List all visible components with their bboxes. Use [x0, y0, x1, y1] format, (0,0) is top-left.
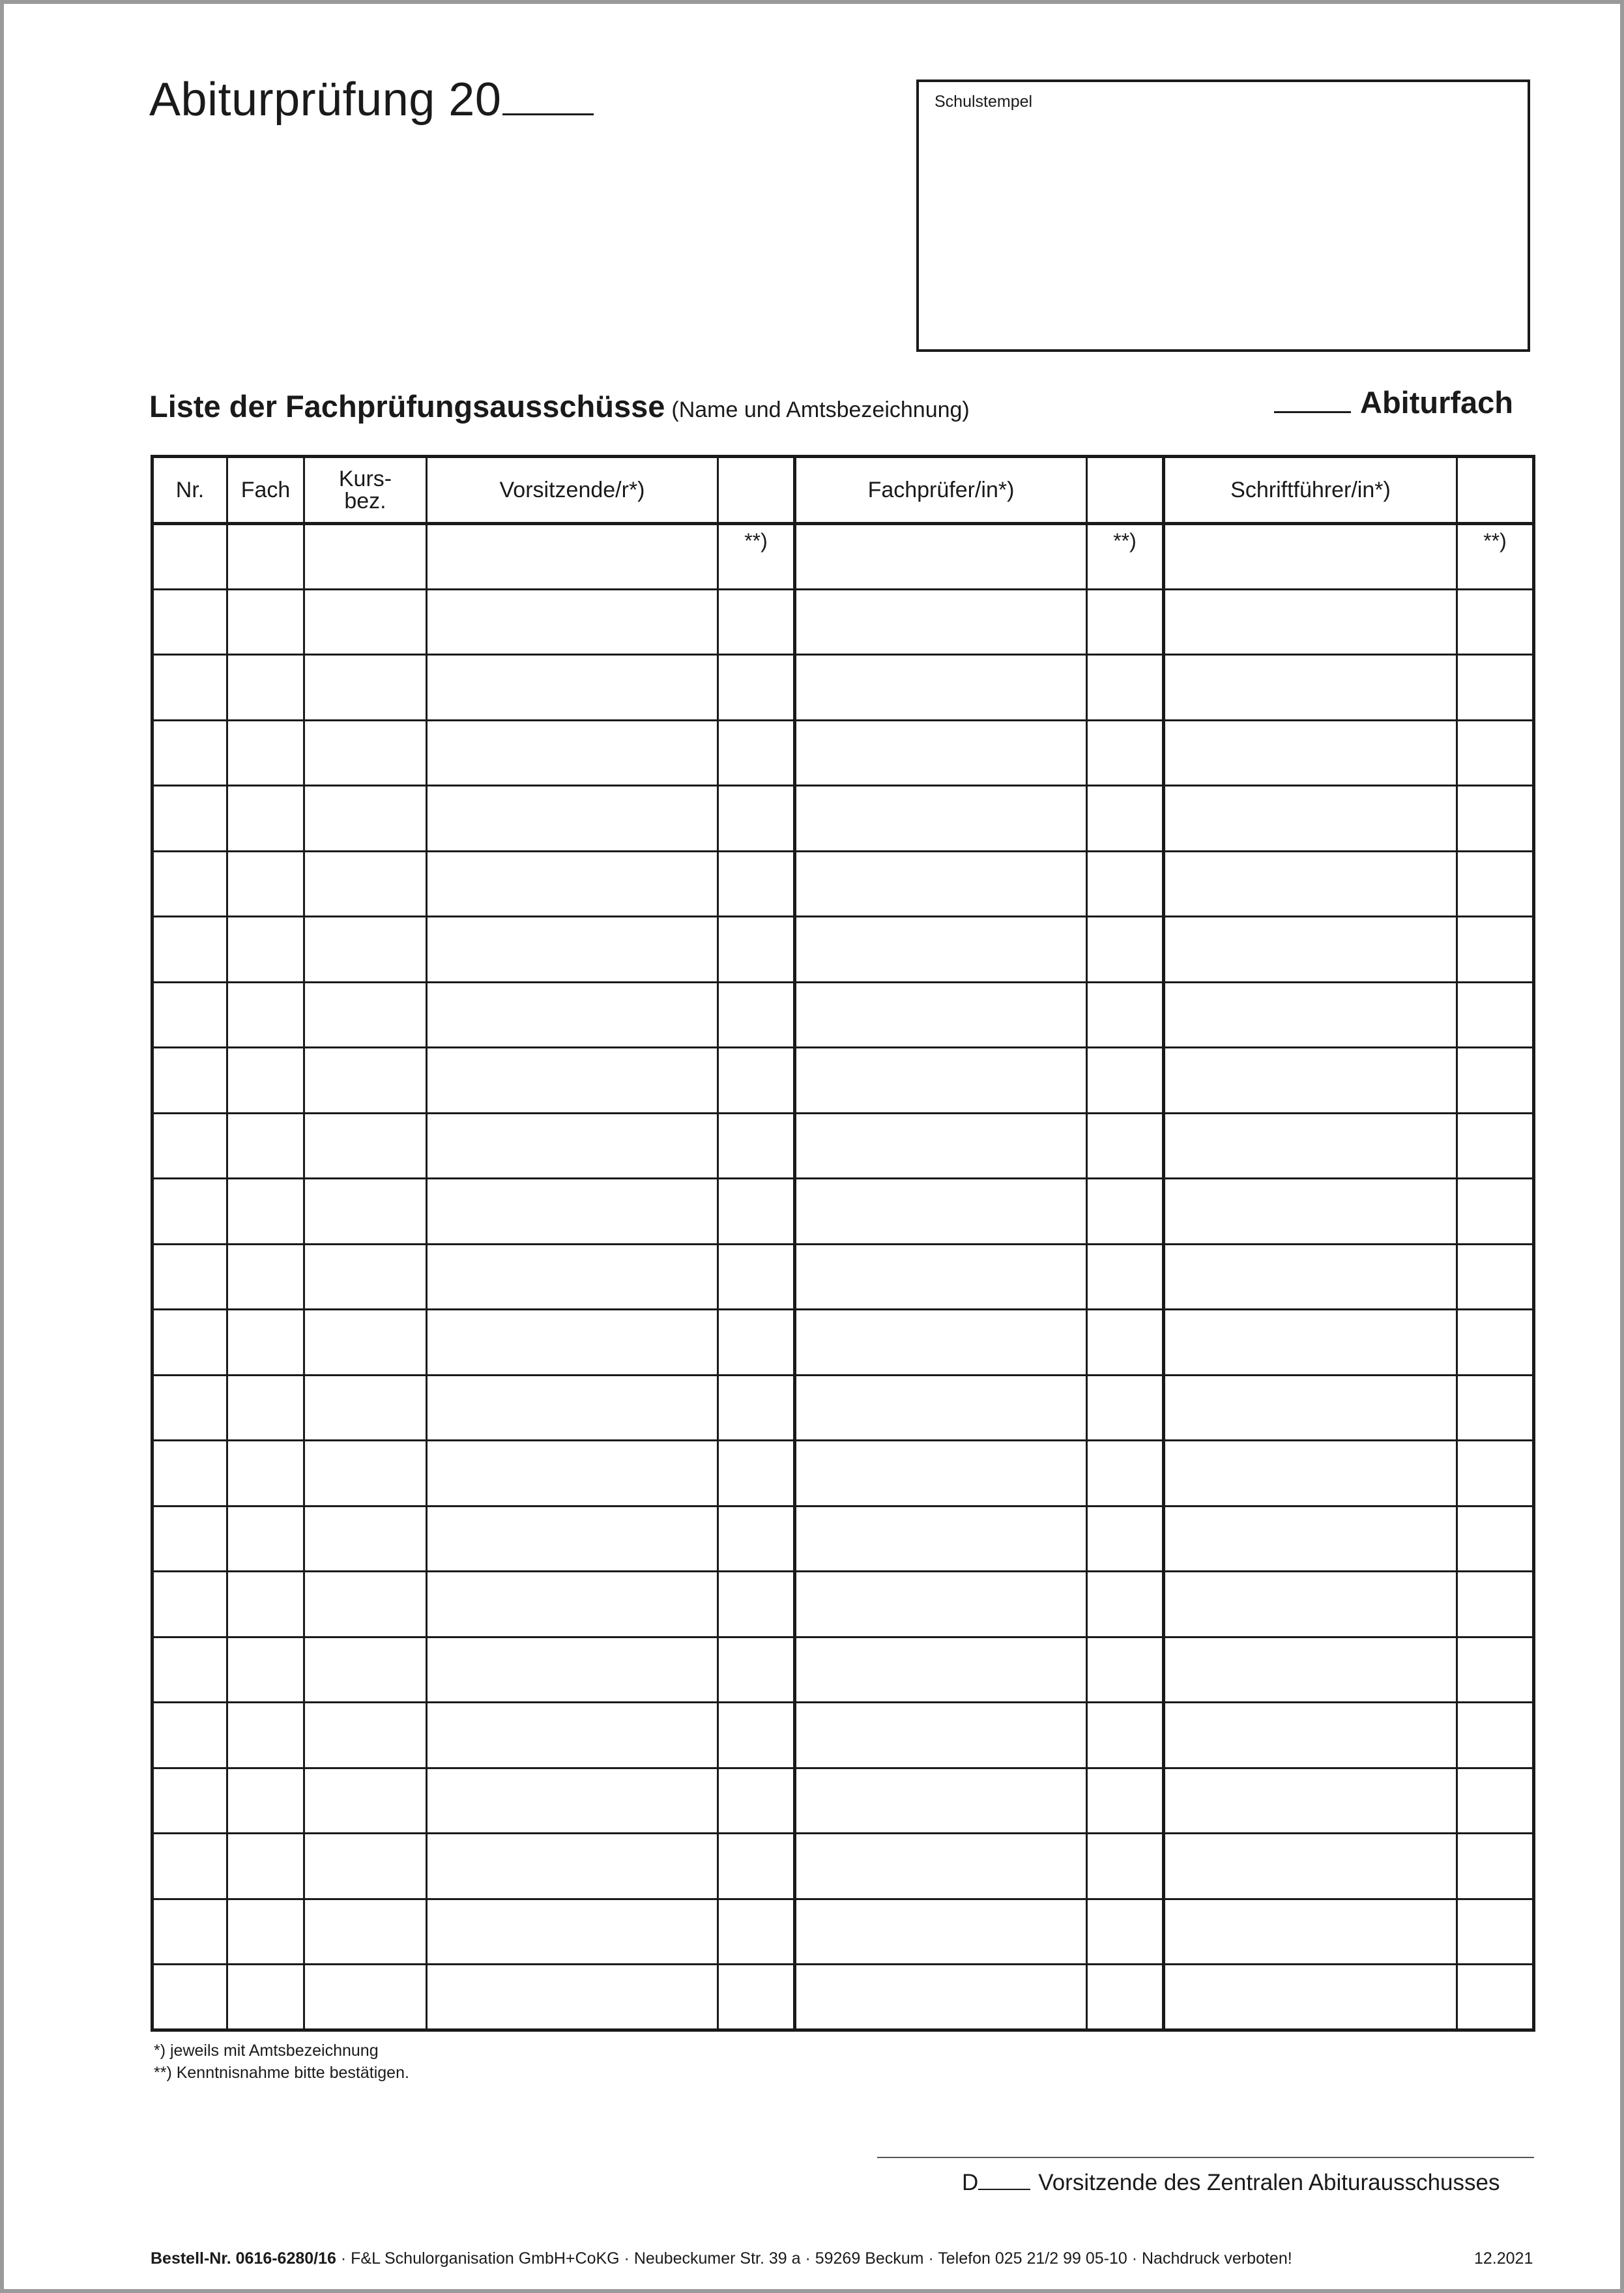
vorsitz-cell[interactable] — [427, 655, 718, 721]
nr-cell[interactable] — [152, 1834, 227, 1899]
list-heading-main: Liste der Fachprüfungsausschüsse — [149, 389, 665, 424]
kurs-cell[interactable] — [304, 1048, 427, 1114]
header-kurs — [304, 457, 427, 524]
fachpruefer-confirm-cell[interactable] — [1087, 1375, 1164, 1441]
signature-label: Vorsitzende des Zentralen Abiturausschusses — [1038, 2170, 1500, 2195]
fachpruefer-confirm-cell[interactable] — [1087, 917, 1164, 983]
fach-cell[interactable] — [227, 655, 304, 721]
fachpruefer-cell[interactable] — [795, 1113, 1087, 1179]
signature-line — [877, 2157, 1534, 2158]
fachpruefer-confirm-cell[interactable] — [1087, 1441, 1164, 1507]
vorsitz-confirm-cell[interactable] — [718, 589, 795, 655]
committee-table — [151, 455, 1535, 2032]
footer-order-no: Bestell-Nr. 0616-6280/16 — [151, 2249, 336, 2268]
table-row — [152, 1768, 1534, 1834]
nr-cell[interactable] — [152, 917, 227, 983]
fachpruefer-confirm-cell[interactable] — [1087, 1703, 1164, 1768]
table-row — [152, 1572, 1534, 1637]
fachpruefer-confirm-cell[interactable] — [1087, 982, 1164, 1048]
list-heading — [149, 388, 970, 424]
table-row — [152, 786, 1534, 852]
schriftfuehrer-cell[interactable] — [1164, 655, 1457, 721]
nr-cell[interactable] — [152, 1899, 227, 1965]
signature-caption — [962, 2170, 1500, 2196]
kurs-cell[interactable] — [304, 1375, 427, 1441]
vorsitz-cell[interactable] — [427, 1375, 718, 1441]
vorsitz-cell[interactable] — [427, 1244, 718, 1310]
schriftfuehrer-confirm-cell[interactable] — [1457, 851, 1534, 917]
kurs-cell[interactable] — [304, 589, 427, 655]
vorsitz-cell[interactable] — [427, 982, 718, 1048]
vorsitz-confirm-cell[interactable] — [718, 917, 795, 983]
fach-cell[interactable] — [227, 1572, 304, 1637]
fachpruefer-confirm-cell[interactable] — [1087, 1834, 1164, 1899]
vorsitz-cell[interactable] — [427, 1834, 718, 1899]
table-row — [152, 524, 1534, 590]
schriftfuehrer-cell[interactable] — [1164, 982, 1457, 1048]
schriftfuehrer-confirm-cell[interactable] — [1457, 1048, 1534, 1114]
fachpruefer-confirm-cell[interactable] — [1087, 1048, 1164, 1114]
fachpruefer-cell[interactable] — [795, 1965, 1087, 2030]
fach-cell[interactable] — [227, 1703, 304, 1768]
header-schriftfuehrer: Schriftführer/in*) — [1164, 457, 1457, 524]
schriftfuehrer-confirm-cell[interactable] — [1457, 982, 1534, 1048]
schriftfuehrer-cell[interactable] — [1164, 1703, 1457, 1768]
schriftfuehrer-confirm-cell[interactable] — [1457, 1703, 1534, 1768]
fach-cell[interactable] — [227, 851, 304, 917]
footer-date: 12.2021 — [1474, 2249, 1533, 2268]
schriftfuehrer-cell[interactable] — [1164, 1310, 1457, 1376]
fachpruefer-confirm-cell[interactable] — [1087, 786, 1164, 852]
vorsitz-cell[interactable] — [427, 1768, 718, 1834]
footnote-1: *) jeweils mit Amtsbezeichnung — [154, 2041, 379, 2060]
schriftfuehrer-confirm-cell[interactable] — [1457, 1899, 1534, 1965]
kurs-cell[interactable] — [304, 786, 427, 852]
kurs-cell[interactable] — [304, 1179, 427, 1245]
header-fach: Fach — [227, 457, 304, 524]
kurs-cell[interactable] — [304, 1506, 427, 1572]
fachpruefer-cell[interactable] — [795, 1310, 1087, 1376]
fachpruefer-cell[interactable] — [795, 1506, 1087, 1572]
fachpruefer-cell[interactable] — [795, 589, 1087, 655]
fach-cell[interactable] — [227, 1048, 304, 1114]
schriftfuehrer-confirm-cell[interactable] — [1457, 1113, 1534, 1179]
schriftfuehrer-confirm-cell[interactable] — [1457, 1506, 1534, 1572]
schriftfuehrer-confirm-cell[interactable] — [1457, 720, 1534, 786]
nr-cell[interactable] — [152, 1506, 227, 1572]
vorsitz-confirm-cell[interactable] — [718, 1441, 795, 1507]
kurs-cell[interactable] — [304, 1441, 427, 1507]
fach-cell[interactable] — [227, 1965, 304, 2030]
schriftfuehrer-confirm-cell[interactable] — [1457, 1768, 1534, 1834]
vorsitz-cell[interactable] — [427, 1572, 718, 1637]
kurs-cell[interactable] — [304, 655, 427, 721]
table-row — [152, 1048, 1534, 1114]
schriftfuehrer-confirm-cell[interactable] — [1457, 1310, 1534, 1376]
schriftfuehrer-cell[interactable] — [1164, 1506, 1457, 1572]
abiturfach-heading — [1274, 384, 1513, 420]
nr-cell[interactable] — [152, 1113, 227, 1179]
fach-cell[interactable] — [227, 917, 304, 983]
table-row — [152, 1834, 1534, 1899]
abiturfach-blank — [1274, 402, 1351, 413]
kurs-cell[interactable] — [304, 1572, 427, 1637]
table-row — [152, 1441, 1534, 1507]
fach-cell[interactable] — [227, 786, 304, 852]
nr-cell[interactable] — [152, 1375, 227, 1441]
vorsitz-confirm-cell[interactable] — [718, 982, 795, 1048]
table-row — [152, 1310, 1534, 1376]
abiturfach-label: Abiturfach — [1360, 385, 1513, 420]
table-row — [152, 1113, 1534, 1179]
vorsitz-confirm-cell[interactable] — [718, 655, 795, 721]
schriftfuehrer-cell[interactable] — [1164, 1179, 1457, 1245]
table-row — [152, 851, 1534, 917]
vorsitz-cell[interactable] — [427, 1637, 718, 1703]
vorsitz-cell[interactable] — [427, 1506, 718, 1572]
header-kurs-line2: bez. — [344, 489, 386, 513]
kurs-cell[interactable] — [304, 1965, 427, 2030]
fach-cell[interactable] — [227, 524, 304, 590]
footnotes — [154, 2040, 409, 2084]
table-row — [152, 1375, 1534, 1441]
fachpruefer-cell[interactable] — [795, 1179, 1087, 1245]
footnote-2: **) Kenntnisnahme bitte bestätigen. — [154, 2064, 409, 2082]
nr-cell[interactable] — [152, 851, 227, 917]
nr-cell[interactable] — [152, 720, 227, 786]
kurs-cell[interactable] — [304, 524, 427, 590]
vorsitz-cell[interactable] — [427, 1441, 718, 1507]
fachpruefer-cell[interactable] — [795, 1441, 1087, 1507]
fach-cell[interactable] — [227, 1441, 304, 1507]
nr-cell[interactable] — [152, 1703, 227, 1768]
schriftfuehrer-cell[interactable] — [1164, 1572, 1457, 1637]
vorsitz-cell[interactable] — [427, 917, 718, 983]
fachpruefer-cell[interactable] — [795, 1899, 1087, 1965]
schriftfuehrer-cell[interactable] — [1164, 851, 1457, 917]
nr-cell[interactable] — [152, 982, 227, 1048]
vorsitz-confirm-cell[interactable] — [718, 1113, 795, 1179]
vorsitz-confirm-cell[interactable] — [718, 786, 795, 852]
schriftfuehrer-confirm-cell[interactable] — [1457, 1179, 1534, 1245]
vorsitz-confirm-cell[interactable] — [718, 1179, 795, 1245]
fachpruefer-confirm-cell[interactable] — [1087, 1244, 1164, 1310]
vorsitz-cell[interactable] — [427, 1899, 718, 1965]
vorsitz-cell[interactable] — [427, 1048, 718, 1114]
table-row — [152, 1899, 1534, 1965]
fachpruefer-confirm-cell[interactable] — [1087, 1572, 1164, 1637]
kurs-cell[interactable] — [304, 1113, 427, 1179]
schriftfuehrer-cell[interactable] — [1164, 1048, 1457, 1114]
schriftfuehrer-cell[interactable] — [1164, 720, 1457, 786]
fachpruefer-cell[interactable] — [795, 917, 1087, 983]
fachpruefer-confirm-cell[interactable] — [1087, 1310, 1164, 1376]
fach-cell[interactable] — [227, 1375, 304, 1441]
schriftfuehrer-confirm-cell[interactable]: **) — [1457, 524, 1534, 590]
vorsitz-cell[interactable] — [427, 524, 718, 590]
footer-publisher: · F&L Schulorganisation GmbH+CoKG · Neubeckumer Str. 39 a · 59269 Beckum · Telefon 025 21/2 99 05-10 · Nachdruck verboten! — [336, 2249, 1292, 2268]
kurs-cell[interactable] — [304, 1899, 427, 1965]
header-confirm-schriftfuehrer — [1457, 457, 1534, 524]
table-body — [152, 524, 1534, 2030]
vorsitz-cell[interactable] — [427, 1965, 718, 2030]
vorsitz-confirm-cell[interactable] — [718, 1244, 795, 1310]
schriftfuehrer-cell[interactable] — [1164, 1113, 1457, 1179]
schriftfuehrer-confirm-cell[interactable] — [1457, 655, 1534, 721]
fachpruefer-cell[interactable] — [795, 1834, 1087, 1899]
fachpruefer-confirm-cell[interactable] — [1087, 589, 1164, 655]
schriftfuehrer-cell[interactable] — [1164, 524, 1457, 590]
vorsitz-confirm-cell[interactable] — [718, 1703, 795, 1768]
vorsitz-confirm-cell[interactable] — [718, 1768, 795, 1834]
fachpruefer-cell[interactable] — [795, 1048, 1087, 1114]
fachpruefer-confirm-cell[interactable] — [1087, 1965, 1164, 2030]
nr-cell[interactable] — [152, 1244, 227, 1310]
schriftfuehrer-confirm-cell[interactable] — [1457, 1244, 1534, 1310]
table-row — [152, 1965, 1534, 2030]
vorsitz-confirm-cell[interactable] — [718, 720, 795, 786]
fach-cell[interactable] — [227, 982, 304, 1048]
vorsitz-cell[interactable] — [427, 1310, 718, 1376]
kurs-cell[interactable] — [304, 1637, 427, 1703]
fachpruefer-confirm-cell[interactable] — [1087, 1899, 1164, 1965]
vorsitz-confirm-cell[interactable]: **) — [718, 524, 795, 590]
table-row — [152, 1244, 1534, 1310]
school-stamp-box — [916, 79, 1530, 352]
nr-cell[interactable] — [152, 1310, 227, 1376]
vorsitz-confirm-cell[interactable] — [718, 1834, 795, 1899]
table-row — [152, 1637, 1534, 1703]
schriftfuehrer-confirm-cell[interactable] — [1457, 786, 1534, 852]
nr-cell[interactable] — [152, 1965, 227, 2030]
header-fachpruefer: Fachprüfer/in*) — [795, 457, 1087, 524]
schriftfuehrer-cell[interactable] — [1164, 1375, 1457, 1441]
kurs-cell[interactable] — [304, 917, 427, 983]
vorsitz-confirm-cell[interactable] — [718, 851, 795, 917]
fachpruefer-cell[interactable] — [795, 786, 1087, 852]
schriftfuehrer-cell[interactable] — [1164, 1637, 1457, 1703]
schriftfuehrer-confirm-cell[interactable] — [1457, 1834, 1534, 1899]
kurs-cell[interactable] — [304, 1768, 427, 1834]
table-header-row — [152, 457, 1534, 524]
table-row — [152, 589, 1534, 655]
schriftfuehrer-confirm-cell[interactable] — [1457, 1441, 1534, 1507]
fach-cell[interactable] — [227, 1834, 304, 1899]
fach-cell[interactable] — [227, 589, 304, 655]
vorsitz-confirm-cell[interactable] — [718, 1506, 795, 1572]
schriftfuehrer-confirm-cell[interactable] — [1457, 1572, 1534, 1637]
vorsitz-cell[interactable] — [427, 786, 718, 852]
nr-cell[interactable] — [152, 1572, 227, 1637]
page-title — [149, 73, 594, 126]
vorsitz-confirm-cell[interactable] — [718, 1048, 795, 1114]
schriftfuehrer-cell[interactable] — [1164, 786, 1457, 852]
fachpruefer-confirm-cell[interactable]: **) — [1087, 524, 1164, 590]
table-row — [152, 1703, 1534, 1768]
table-row — [152, 1179, 1534, 1245]
fach-cell[interactable] — [227, 1113, 304, 1179]
fachpruefer-cell[interactable] — [795, 1703, 1087, 1768]
schriftfuehrer-cell[interactable] — [1164, 589, 1457, 655]
schriftfuehrer-cell[interactable] — [1164, 1899, 1457, 1965]
vorsitz-cell[interactable] — [427, 851, 718, 917]
kurs-cell[interactable] — [304, 851, 427, 917]
fachpruefer-confirm-cell[interactable] — [1087, 1113, 1164, 1179]
vorsitz-confirm-cell[interactable] — [718, 1375, 795, 1441]
vorsitz-confirm-cell[interactable] — [718, 1637, 795, 1703]
signature-prefix-blank — [978, 2182, 1030, 2190]
schriftfuehrer-cell[interactable] — [1164, 917, 1457, 983]
year-blank — [502, 81, 594, 115]
header-confirm-fachpruefer — [1087, 457, 1164, 524]
signature-prefix: D — [962, 2170, 979, 2195]
fachpruefer-confirm-cell[interactable] — [1087, 720, 1164, 786]
title-text: Abiturprüfung 20 — [149, 74, 502, 126]
vorsitz-cell[interactable] — [427, 1703, 718, 1768]
vorsitz-confirm-cell[interactable] — [718, 1965, 795, 2030]
fachpruefer-cell[interactable] — [795, 851, 1087, 917]
kurs-cell[interactable] — [304, 1834, 427, 1899]
fachpruefer-confirm-cell[interactable] — [1087, 1637, 1164, 1703]
schriftfuehrer-confirm-cell[interactable] — [1457, 1375, 1534, 1441]
nr-cell[interactable] — [152, 655, 227, 721]
fachpruefer-cell[interactable] — [795, 1637, 1087, 1703]
fach-cell[interactable] — [227, 1506, 304, 1572]
nr-cell[interactable] — [152, 524, 227, 590]
schriftfuehrer-cell[interactable] — [1164, 1441, 1457, 1507]
vorsitz-cell[interactable] — [427, 720, 718, 786]
header-vorsitz: Vorsitzende/r*) — [427, 457, 718, 524]
vorsitz-confirm-cell[interactable] — [718, 1310, 795, 1376]
fachpruefer-cell[interactable] — [795, 982, 1087, 1048]
table-row — [152, 917, 1534, 983]
table-row — [152, 982, 1534, 1048]
fachpruefer-cell[interactable] — [795, 1572, 1087, 1637]
fach-cell[interactable] — [227, 1310, 304, 1376]
kurs-cell[interactable] — [304, 720, 427, 786]
table-row — [152, 1506, 1534, 1572]
nr-cell[interactable] — [152, 1637, 227, 1703]
fachpruefer-cell[interactable] — [795, 1244, 1087, 1310]
nr-cell[interactable] — [152, 1441, 227, 1507]
vorsitz-cell[interactable] — [427, 1113, 718, 1179]
schriftfuehrer-cell[interactable] — [1164, 1965, 1457, 2030]
header-nr: Nr. — [152, 457, 227, 524]
vorsitz-cell[interactable] — [427, 589, 718, 655]
schriftfuehrer-cell[interactable] — [1164, 1244, 1457, 1310]
nr-cell[interactable] — [152, 1179, 227, 1245]
vorsitz-confirm-cell[interactable] — [718, 1572, 795, 1637]
fach-cell[interactable] — [227, 1899, 304, 1965]
fachpruefer-confirm-cell[interactable] — [1087, 655, 1164, 721]
stamp-label: Schulstempel — [935, 93, 1033, 111]
fachpruefer-cell[interactable] — [795, 524, 1087, 590]
fachpruefer-confirm-cell[interactable] — [1087, 851, 1164, 917]
kurs-cell[interactable] — [304, 1310, 427, 1376]
vorsitz-confirm-cell[interactable] — [718, 1899, 795, 1965]
fach-cell[interactable] — [227, 1637, 304, 1703]
fachpruefer-cell[interactable] — [795, 1375, 1087, 1441]
fachpruefer-confirm-cell[interactable] — [1087, 1506, 1164, 1572]
nr-cell[interactable] — [152, 1048, 227, 1114]
schriftfuehrer-cell[interactable] — [1164, 1768, 1457, 1834]
header-confirm-vorsitz — [718, 457, 795, 524]
schriftfuehrer-confirm-cell[interactable] — [1457, 917, 1534, 983]
fach-cell[interactable] — [227, 1244, 304, 1310]
fachpruefer-cell[interactable] — [795, 720, 1087, 786]
fachpruefer-cell[interactable] — [795, 655, 1087, 721]
fachpruefer-confirm-cell[interactable] — [1087, 1768, 1164, 1834]
table-row — [152, 720, 1534, 786]
schriftfuehrer-confirm-cell[interactable] — [1457, 1637, 1534, 1703]
footer-imprint — [151, 2249, 1292, 2268]
vorsitz-cell[interactable] — [427, 1179, 718, 1245]
schriftfuehrer-confirm-cell[interactable] — [1457, 1965, 1534, 2030]
fachpruefer-confirm-cell[interactable] — [1087, 1179, 1164, 1245]
nr-cell[interactable] — [152, 1768, 227, 1834]
fachpruefer-cell[interactable] — [795, 1768, 1087, 1834]
nr-cell[interactable] — [152, 589, 227, 655]
schriftfuehrer-cell[interactable] — [1164, 1834, 1457, 1899]
kurs-cell[interactable] — [304, 1703, 427, 1768]
kurs-cell[interactable] — [304, 1244, 427, 1310]
table-row — [152, 655, 1534, 721]
fach-cell[interactable] — [227, 1768, 304, 1834]
schriftfuehrer-confirm-cell[interactable] — [1457, 589, 1534, 655]
header-kurs-line1: Kurs- — [338, 467, 392, 491]
fach-cell[interactable] — [227, 1179, 304, 1245]
fach-cell[interactable] — [227, 720, 304, 786]
kurs-cell[interactable] — [304, 982, 427, 1048]
nr-cell[interactable] — [152, 786, 227, 852]
list-heading-paren: (Name und Amtsbezeichnung) — [671, 397, 970, 422]
